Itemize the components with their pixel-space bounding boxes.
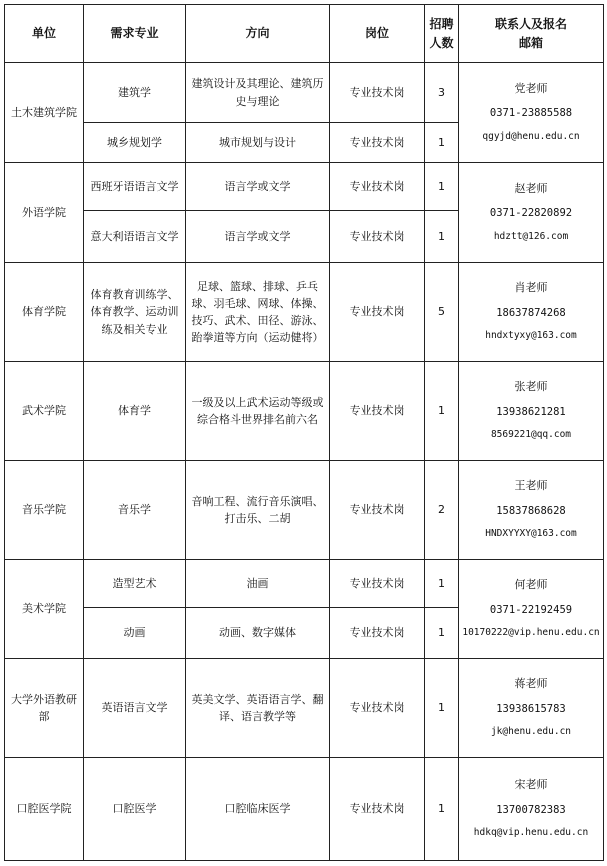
contact-cell [459,163,604,263]
table-row [5,461,604,560]
contact-phone: 13938615783 [496,702,566,715]
contact-name: 宋老师 [514,778,548,792]
position-cell: 专业技术岗 [330,123,425,163]
header-count-line2: 人数 [429,35,454,50]
contact-cell [459,758,604,861]
header-direction: 方向 [186,5,330,63]
position-cell: 专业技术岗 [330,63,425,123]
count-cell: 2 [425,461,459,560]
header-contact-line1: 联系人及报名 [494,16,567,31]
contact-email[interactable]: HNDXYYXY@163.com [485,528,577,540]
count-cell: 3 [425,63,459,123]
direction-cell: 一级及以上武术运动等级或综合格斗世界排名前六名 [186,362,330,461]
major-cell: 体育学 [84,362,186,461]
contact-email[interactable]: hdztt@126.com [493,230,569,242]
table-row [5,659,604,758]
contact-phone: 0371-22192459 [489,603,573,616]
count-cell: 1 [425,362,459,461]
unit-cell: 美术学院 [5,560,84,659]
position-cell: 专业技术岗 [330,608,425,659]
contact-phone: 13938621281 [496,405,566,418]
position-cell: 专业技术岗 [330,560,425,608]
contact-cell [459,560,604,659]
contact-name: 王老师 [514,479,548,493]
direction-cell: 音响工程、流行音乐演唱、打击乐、二胡 [186,461,330,560]
contact-cell [459,659,604,758]
contact-email[interactable]: 8569221@qq.com [490,429,572,441]
unit-cell: 武术学院 [5,362,84,461]
contact-name: 党老师 [514,81,548,95]
position-cell: 专业技术岗 [330,211,425,263]
position-cell: 专业技术岗 [330,659,425,758]
contact-phone: 18637874268 [496,306,566,319]
contact-email[interactable]: jk@henu.edu.cn [490,726,572,738]
header-position: 岗位 [330,5,425,63]
contact-email[interactable]: hndxtyxy@163.com [485,330,577,342]
unit-cell: 音乐学院 [5,461,84,560]
count-cell: 1 [425,163,459,211]
count-cell: 1 [425,560,459,608]
header-count-line1: 招聘 [429,16,454,31]
major-cell: 造型艺术 [84,560,186,608]
table-row [5,63,604,123]
direction-cell: 语言学或文学 [186,163,330,211]
major-cell: 英语语言文学 [84,659,186,758]
contact-email[interactable]: 10170222@vip.henu.edu.cn [462,627,600,639]
contact-email[interactable]: qgyjd@henu.edu.cn [482,130,580,142]
contact-cell [459,362,604,461]
table-row [5,758,604,861]
contact-cell [459,263,604,362]
count-cell: 1 [425,659,459,758]
direction-cell: 城市规划与设计 [186,123,330,163]
major-cell: 西班牙语语言文学 [84,163,186,211]
contact-phone: 0371-22820892 [489,207,573,220]
major-cell: 体育教育训练学、体育教学、运动训练及相关专业 [84,263,186,362]
contact-name: 赵老师 [514,181,548,195]
contact-phone: 15837868628 [496,504,566,517]
contact-phone: 0371-23885588 [489,107,573,120]
count-cell: 1 [425,608,459,659]
direction-cell: 语言学或文学 [186,211,330,263]
direction-cell: 动画、数字媒体 [186,608,330,659]
position-cell: 专业技术岗 [330,263,425,362]
table-row [5,362,604,461]
unit-cell: 口腔医学院 [5,758,84,861]
contact-cell [459,461,604,560]
header-row [5,5,604,63]
direction-cell: 英美文学、英语语言学、翻译、语言教学等 [186,659,330,758]
contact-name: 张老师 [514,380,548,394]
direction-cell: 口腔临床医学 [186,758,330,861]
major-cell: 口腔医学 [84,758,186,861]
unit-cell: 体育学院 [5,263,84,362]
position-cell: 专业技术岗 [330,758,425,861]
contact-cell [459,63,604,163]
count-cell: 1 [425,123,459,163]
table-row [5,163,604,211]
position-cell: 专业技术岗 [330,163,425,211]
header-contact [459,5,604,63]
unit-cell: 土木建筑学院 [5,63,84,163]
direction-cell: 足球、篮球、排球、乒乓球、羽毛球、网球、体操、技巧、武术、田径、游泳、跆拳道等方向（运动健将） [186,263,330,362]
unit-cell: 大学外语教研部 [5,659,84,758]
count-cell: 5 [425,263,459,362]
major-cell: 动画 [84,608,186,659]
direction-cell: 建筑设计及其理论、建筑历史与理论 [186,63,330,123]
direction-cell: 油画 [186,560,330,608]
header-count [425,5,459,63]
unit-cell: 外语学院 [5,163,84,263]
count-cell: 1 [425,758,459,861]
position-cell: 专业技术岗 [330,362,425,461]
contact-email[interactable]: hdkq@vip.henu.edu.cn [473,827,589,839]
contact-name: 蒋老师 [514,677,548,691]
contact-name: 何老师 [514,578,548,592]
contact-phone: 13700782383 [496,803,566,816]
position-cell: 专业技术岗 [330,461,425,560]
count-cell: 1 [425,211,459,263]
table-row [5,263,604,362]
header-major: 需求专业 [84,5,186,63]
table-row [5,560,604,608]
major-cell: 意大利语语言文学 [84,211,186,263]
header-contact-line2: 邮箱 [518,35,543,50]
major-cell: 建筑学 [84,63,186,123]
recruitment-table [4,4,604,861]
major-cell: 音乐学 [84,461,186,560]
header-unit: 单位 [5,5,84,63]
major-cell: 城乡规划学 [84,123,186,163]
contact-name: 肖老师 [514,281,548,295]
